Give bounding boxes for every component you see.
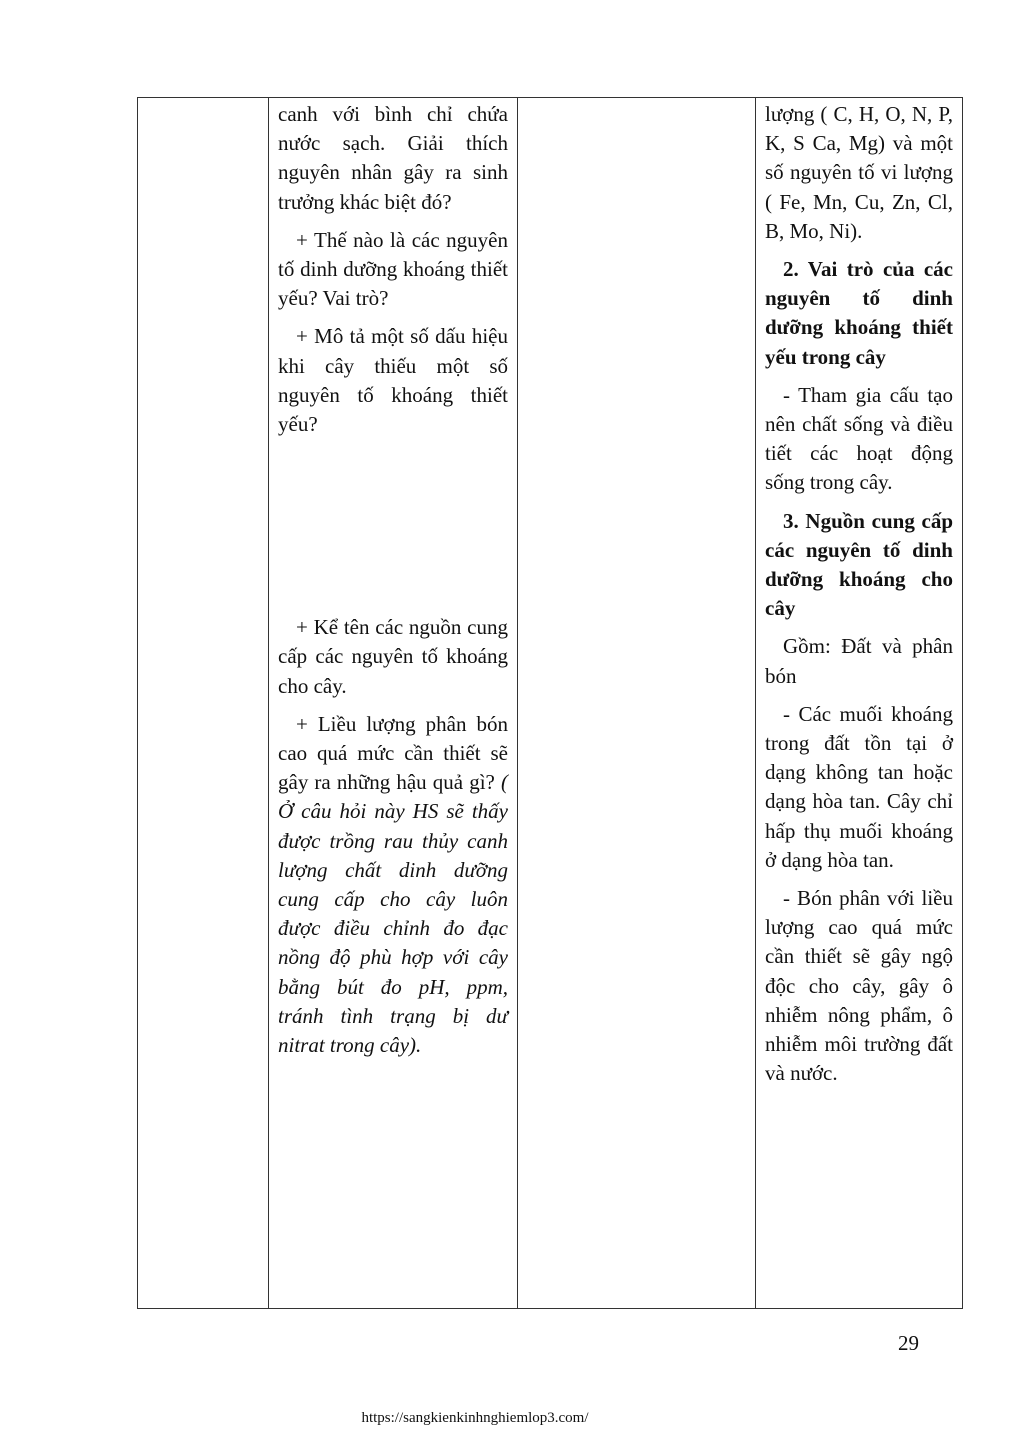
column-divider-1 bbox=[268, 98, 269, 1308]
content-table bbox=[137, 97, 963, 1309]
column-divider-2 bbox=[517, 98, 518, 1308]
col1-spacer bbox=[278, 448, 508, 613]
content-column bbox=[765, 100, 953, 1098]
col3-paragraph-3: Gồm: Đất và phân bón bbox=[765, 634, 953, 688]
col3-heading-3: 3. Nguồn cung cấp các nguyên tố dinh dưỡng khoáng cho cây bbox=[765, 508, 953, 621]
column-divider-3 bbox=[755, 98, 756, 1308]
col1-question-text: + Liều lượng phân bón cao quá mức cần thiết sẽ gây ra những hậu quả gì? bbox=[278, 711, 508, 795]
col3-paragraph-1: lượng ( C, H, O, N, P, K, S Ca, Mg) và một số nguyên tố vi lượng ( Fe, Mn, Cu, Zn, Cl, B, Mo, Ni). bbox=[765, 102, 953, 243]
col1-paragraph-3: + Mô tả một số dấu hiệu khi cây thiếu một số nguyên tố khoáng thiết yếu? bbox=[278, 324, 508, 437]
col1-paragraph-5 bbox=[278, 710, 508, 1060]
col1-paragraph-1: canh với bình chỉ chứa nước sạch. Giải thích nguyên nhân gây ra sinh trưởng khác biệt đó? bbox=[278, 102, 508, 214]
footer-url: https://sangkienkinhnghiemlop3.com/ bbox=[361, 1410, 589, 1426]
col1-italic-note: ( Ở câu hỏi này HS sẽ thấy được trồng rau thủy canh lượng chất dinh dưỡng cung cấp cho cây luôn được điều chỉnh đo đạc nồng độ phù hợp với cây bằng bút đo pH, ppm, tránh tình trạng bị dư nitrat trong cây). bbox=[278, 770, 508, 1058]
page-number: 29 bbox=[898, 1331, 919, 1355]
col3-paragraph-5: - Bón phân với liều lượng cao quá mức cần thiết sẽ gây ngộ độc cho cây, gây ô nhiễm nông phẩm, ô nhiễm môi trường đất và nước. bbox=[765, 886, 953, 1086]
col3-heading-2: 2. Vai trò của các nguyên tố dinh dưỡng khoáng thiết yếu trong cây bbox=[765, 257, 953, 369]
teacher-activity-column bbox=[278, 100, 508, 1069]
col1-paragraph-2: + Thế nào là các nguyên tố dinh dưỡng khoáng thiết yếu? Vai trò? bbox=[278, 227, 508, 311]
col3-paragraph-2: - Tham gia cấu tạo nên chất sống và điều tiết các hoạt động sống trong cây. bbox=[765, 382, 953, 495]
col3-paragraph-4: - Các muối khoáng trong đất tồn tại ở dạng không tan hoặc dạng hòa tan. Cây chỉ hấp thụ muối khoáng ở dạng hòa tan. bbox=[765, 701, 953, 872]
col1-paragraph-4: + Kể tên các nguồn cung cấp các nguyên tố khoáng cho cây. bbox=[278, 615, 508, 698]
